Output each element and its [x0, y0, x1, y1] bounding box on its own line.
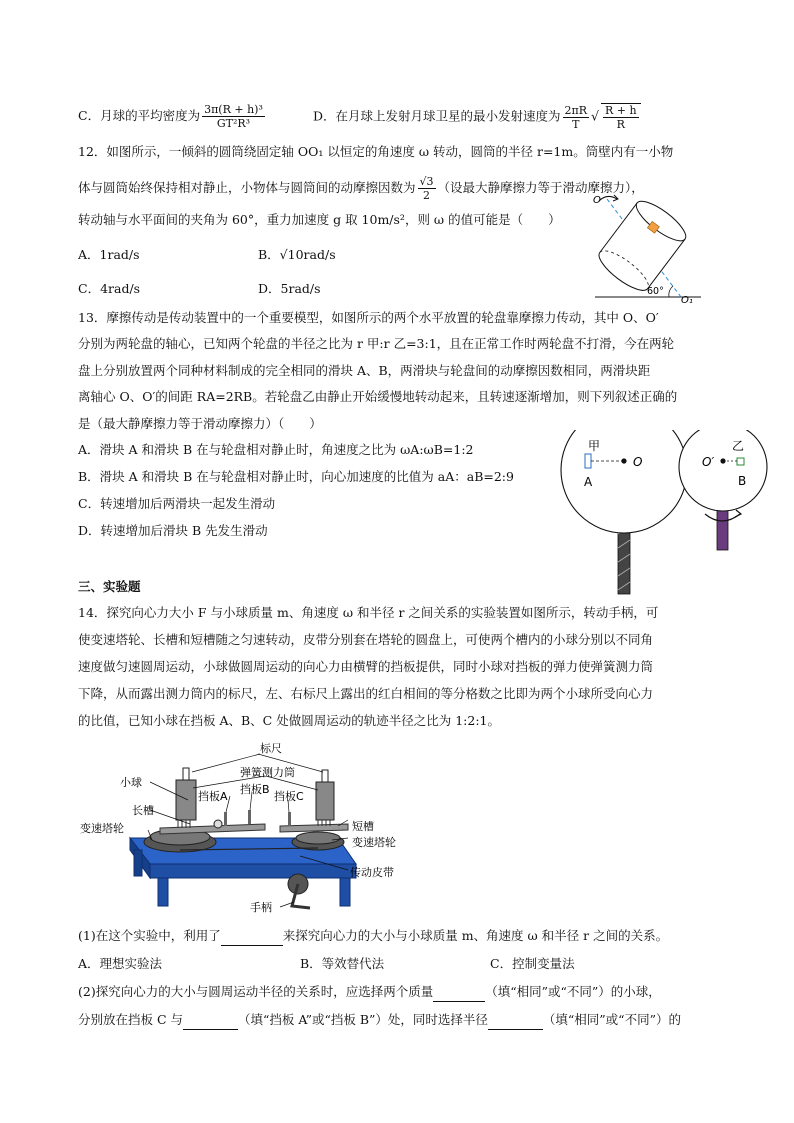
q14-sub2-c: 分别放在挡板 C 与 — [78, 1012, 184, 1027]
q12-line-2 — [78, 175, 644, 202]
friction-denominator: 2 — [423, 189, 431, 202]
label-b: B — [738, 474, 747, 488]
block-b — [737, 458, 744, 465]
q14-sub1-option-b: B．等效替代法 — [300, 956, 385, 971]
q13-option-c: C．转速增加后两滑块一起发生滑动 — [78, 496, 276, 511]
q14-sub2-line-2 — [78, 1011, 681, 1030]
label-a: A — [584, 475, 593, 489]
yi-shaft — [717, 508, 728, 550]
block-a — [585, 454, 591, 468]
center-o — [621, 458, 626, 463]
label-biansu-right: 变速塔轮 — [352, 836, 396, 849]
right-spring-cylinder — [316, 782, 334, 820]
label-yi: 乙 — [732, 439, 745, 453]
q12-option-a: A．1rad/s — [78, 247, 140, 262]
density-fraction — [202, 103, 265, 130]
friction-numerator: √3 — [419, 175, 434, 188]
label-dangban-a: 挡板A — [198, 790, 228, 803]
q12-line-2-b: （设最大静摩擦力等于滑动摩擦力）， — [437, 180, 644, 195]
q12-option-b: B．√10rad/s — [258, 247, 336, 262]
leg-front-right — [340, 878, 350, 906]
q14-line-4: 下降，从而露出测力筒内的标尺，左、右标尺上露出的红白相间的等分格数之比即为两个小球所受向心力 — [78, 686, 654, 701]
right-tower-pulley-top — [296, 832, 340, 844]
density-numerator: 3π(R + h)³ — [204, 103, 263, 116]
label-angle: 60° — [647, 286, 664, 297]
label-pidai: 传动皮带 — [350, 866, 394, 879]
q14-sub2-blank-3[interactable] — [488, 1011, 543, 1030]
velocity-denominator: T — [572, 117, 580, 131]
label-tanhuang: 弹簧测力筒 — [240, 766, 295, 779]
q13-line-5: 是（最大静摩擦力等于滑动摩擦力）（ ） — [78, 416, 322, 431]
label-o: O — [593, 195, 601, 206]
q14-sub2-blank-1[interactable] — [433, 983, 485, 1002]
q14-sub2-blank-2[interactable] — [183, 1011, 238, 1030]
cylinder — [594, 195, 691, 297]
angle-arc — [669, 286, 673, 297]
disc-jia — [561, 430, 687, 533]
ball — [214, 820, 222, 828]
baffle-a — [224, 812, 227, 826]
sqrt-fraction — [601, 103, 641, 131]
q14-sub1-a: (1)在这个实验中，利用了 — [78, 928, 221, 943]
q14-line-1: 14．探究向心力大小 F 与小球质量 m、角速度 ω 和半径 r 之间关系的实验装置如图所示，转动手柄，可 — [78, 605, 659, 620]
left-spring-cylinder — [176, 780, 196, 820]
q11-option-d-text: D．在月球上发射月球卫星的最小发射速度为 — [313, 108, 561, 124]
q12-option-d: D．5rad/s — [258, 281, 321, 296]
label-jia: 甲 — [588, 439, 601, 453]
base-front — [150, 864, 356, 878]
left-scale — [183, 768, 189, 780]
q14-line-5: 的比值，已知小球在挡板 A、B、C 处做圆周运动的轨迹半径之比为 1:2:1。 — [78, 713, 500, 728]
label-o-prime: O′ — [702, 455, 715, 469]
q14-line-3: 速度做匀速圆周运动，小球做圆周运动的向心力由横臂的挡板提供，同时小球对挡板的弹力使弹簧测力筒 — [78, 659, 654, 674]
sqrt-symbol: √ — [591, 108, 600, 124]
q13-line-2: 分别为两轮盘的轴心，已知两个轮盘的半径之比为 r 甲:r 乙=3:1，且在正常工作时两轮盘不打滑，今在两轮 — [78, 336, 675, 351]
q13-option-a: A．滑块 A 和滑块 B 在与轮盘相对静止时，角速度之比为 ωA:ωB=1:2 — [78, 442, 474, 457]
q11-option-c — [78, 103, 267, 130]
q14-sub1 — [78, 927, 668, 946]
friction-disc-figure — [560, 430, 780, 598]
label-o: O — [633, 455, 643, 469]
label-duancao: 短槽 — [352, 820, 374, 833]
tilted-cylinder-figure — [585, 185, 705, 307]
q12-line-3: 转动轴与水平面间的夹角为 60°，重力加速度 g 取 10m/s²，则 ω 的值可能是（ ） — [78, 212, 561, 227]
density-denominator: GT²R³ — [216, 117, 251, 130]
label-dangban-c: 挡板C — [274, 790, 304, 803]
long-groove — [160, 824, 265, 834]
label-dangban-b: 挡板B — [240, 783, 270, 796]
q12-line-1: 12．如图所示，一倾斜的圆筒绕固定轴 OO₁ 以恒定的角速度 ω 转动，圆筒的半径 r=1m。筒壁内有一小物 — [78, 144, 674, 159]
q11-option-d — [313, 103, 643, 131]
velocity-fraction — [563, 104, 590, 131]
q13-option-b: B．滑块 A 和滑块 B 在与轮盘相对静止时，向心加速度的比值为 aA：aB=2:9 — [78, 469, 514, 484]
q14-sub2-d: （填“挡板 A”或“挡板 B”）处，同时选择半径 — [238, 1012, 488, 1027]
yi-rotation-arrowhead — [735, 510, 741, 517]
q14-sub1-option-a: A．理想实验法 — [78, 956, 163, 971]
q12-line-2-a: 体与圆筒始终保持相对静止，小物体与圆筒间的动摩擦因数为 — [78, 180, 416, 195]
section-3-title: 三、实验题 — [78, 579, 141, 594]
leg-back-left — [134, 850, 142, 876]
label-biaochi: 标尺 — [260, 742, 282, 755]
q14-sub2-a: (2)探究向心力的大小与圆周运动半径的关系时，应选择两个质量 — [78, 984, 434, 999]
q12-option-c: C．4rad/s — [78, 281, 141, 296]
disc-yi — [679, 430, 767, 511]
label-o1: O₁ — [681, 295, 693, 306]
centripetal-apparatus-figure — [80, 738, 440, 918]
q13-line-3: 盘上分别放置两个同种材料制成的完全相同的滑块 A、B，两滑块与轮盘间的动摩擦因数相同，两滑块距 — [78, 363, 651, 378]
label-xiaoqiu: 小球 — [120, 776, 142, 789]
friction-coefficient-fraction — [418, 175, 436, 202]
q14-line-2: 使变速塔轮、长槽和短槽随之匀速转动，皮带分别套在塔轮的圆盘上，可使两个槽内的小球分别以不同角 — [78, 632, 654, 647]
velocity-numerator: 2πR — [564, 103, 588, 117]
baffle-c — [288, 812, 291, 826]
sqrt-numerator: R + h — [605, 104, 637, 117]
sqrt-denominator: R — [616, 118, 625, 131]
center-o-prime — [720, 458, 725, 463]
q14-sub1-blank[interactable] — [221, 927, 283, 946]
q14-sub1-option-c: C．控制变量法 — [490, 956, 575, 971]
q14-sub2-line-1 — [78, 983, 661, 1002]
q13-line-4: 离轴心 O、O′的间距 RA=2RB。若轮盘乙由静止开始缓慢地转动起来，且转速逐渐增加，则下列叙述正确的 — [78, 389, 678, 404]
q14-sub2-b: （填“相同”或“不同”）的小球， — [485, 984, 661, 999]
q13-line-1: 13．摩擦传动是传动装置中的一个重要模型，如图所示的两个水平放置的轮盘靠摩擦力传动，其中 O、O′ — [78, 310, 659, 325]
q14-sub1-b: 来探究向心力的大小与小球质量 m、角速度 ω 和半径 r 之间的关系。 — [282, 928, 669, 943]
label-shoubing: 手柄 — [250, 901, 272, 914]
baffle-b — [248, 810, 251, 824]
q11-option-c-text: C．月球的平均密度为 — [78, 108, 201, 123]
leg-front-left — [158, 878, 168, 906]
label-changcao: 长槽 — [132, 804, 154, 817]
label-biansu-left: 变速塔轮 — [80, 822, 124, 835]
q14-sub2-e: （填“相同”或“不同”）的 — [542, 1012, 681, 1027]
q13-option-d: D．转速增加后滑块 B 先发生滑动 — [78, 523, 268, 538]
